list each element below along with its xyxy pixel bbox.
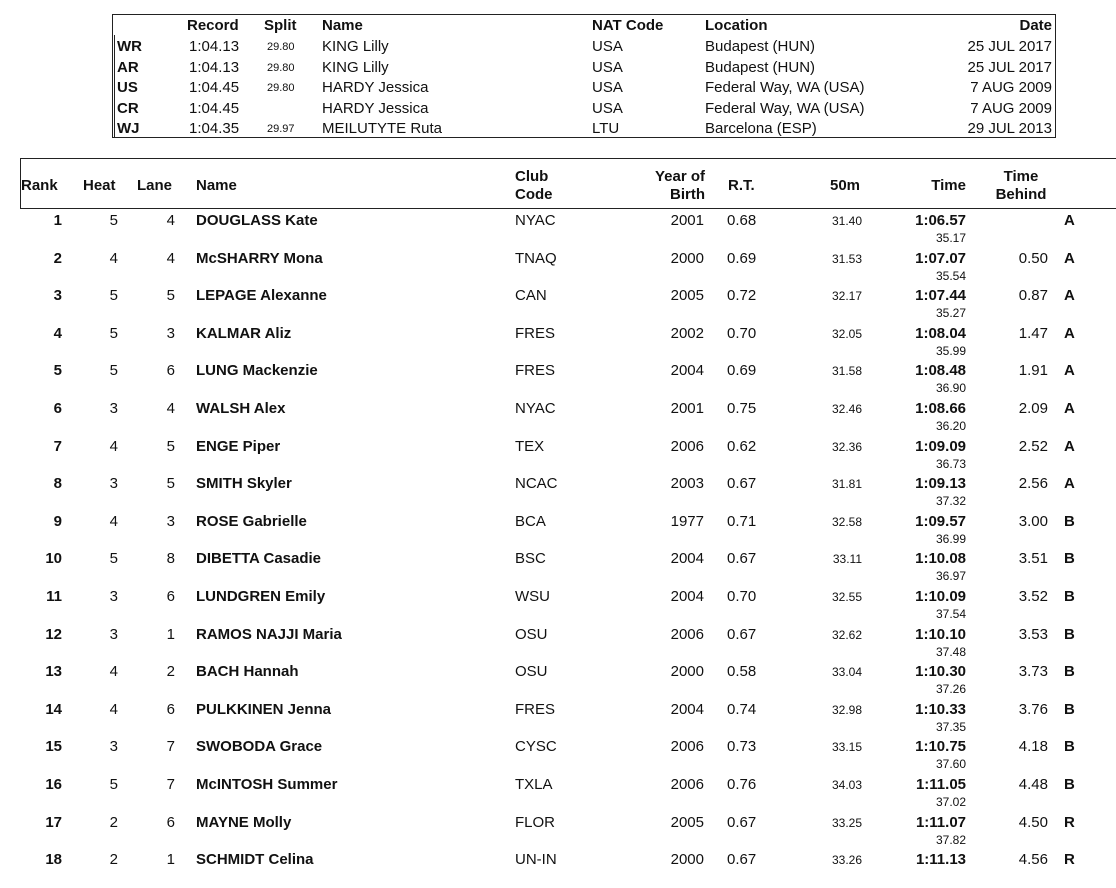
record-time: 1:04.35 <box>189 120 240 138</box>
result-final-qualifier: B <box>1064 512 1075 530</box>
result-second-split: 35.17 <box>935 231 966 245</box>
records-header-row <box>113 15 1055 35</box>
result-yob: 2006 <box>670 625 704 643</box>
result-yob: 2004 <box>670 362 704 380</box>
result-heat: 5 <box>109 776 118 793</box>
result-time: 1:10.33 <box>915 700 966 718</box>
result-heat: 2 <box>109 851 118 869</box>
record-row <box>113 118 1055 138</box>
records-header-nat: NAT Code <box>592 17 664 34</box>
header-behind-1: Time <box>1003 168 1039 185</box>
result-second-split: 35.27 <box>935 306 966 321</box>
record-location: Federal Way, WA (USA) <box>705 79 865 97</box>
result-split: 32.05 <box>831 326 862 341</box>
records-header-location: Location <box>705 17 768 34</box>
result-time: 1:07.44 <box>915 287 966 305</box>
records-header-name: Name <box>322 17 363 34</box>
result-heat: 4 <box>109 512 118 530</box>
result-second-split: 37.26 <box>935 682 966 697</box>
result-yob: 2004 <box>670 588 704 605</box>
result-final-qualifier: B <box>1064 738 1075 756</box>
result-club: UN-IN <box>515 851 557 869</box>
result-yob: 1977 <box>670 512 704 530</box>
result-time: 1:11.07 <box>915 813 966 831</box>
result-time: 1:10.10 <box>915 625 966 643</box>
result-lane: 1 <box>166 851 175 869</box>
record-row <box>113 77 1055 97</box>
result-rank: 3 <box>53 287 62 305</box>
result-row <box>0 588 1116 625</box>
result-split: 31.81 <box>831 477 862 492</box>
result-heat: 2 <box>109 813 118 831</box>
result-name: LEPAGE Alexanne <box>196 287 327 305</box>
record-nat: USA <box>592 79 623 97</box>
result-club: FRES <box>515 362 556 380</box>
header-time: Time <box>931 177 966 194</box>
result-rank: 12 <box>45 625 62 643</box>
record-name: KING Lilly <box>322 58 389 76</box>
header-heat: Heat <box>83 177 116 194</box>
result-split: 33.04 <box>831 665 862 680</box>
result-lane: 4 <box>166 400 175 417</box>
result-row <box>0 212 1116 249</box>
record-time: 1:04.45 <box>189 79 240 97</box>
header-yob-1: Year of <box>654 168 705 185</box>
record-name: HARDY Jessica <box>322 79 429 97</box>
record-split: 29.97 <box>267 123 295 136</box>
result-club: FRES <box>515 324 556 342</box>
result-rt: 0.67 <box>727 813 757 831</box>
result-yob: 2006 <box>670 776 704 793</box>
result-split: 33.26 <box>831 853 862 868</box>
result-second-split: 37.54 <box>935 607 966 621</box>
result-second-split: 36.90 <box>935 381 966 396</box>
result-lane: 4 <box>166 249 175 267</box>
result-name: ROSE Gabrielle <box>196 512 307 530</box>
result-time: 1:09.57 <box>915 512 966 530</box>
result-name: LUNG Mackenzie <box>196 362 318 380</box>
result-heat: 3 <box>109 625 118 643</box>
result-club: TNAQ <box>515 249 557 267</box>
result-rank: 13 <box>45 663 62 681</box>
result-final-qualifier: R <box>1064 813 1075 831</box>
result-row <box>0 814 1116 851</box>
result-second-split: 37.60 <box>935 757 966 772</box>
result-final-qualifier: B <box>1064 550 1075 568</box>
result-second-split: 35.54 <box>935 268 966 283</box>
record-type: US <box>117 79 138 97</box>
result-time-behind: 0.50 <box>1018 249 1048 267</box>
result-heat: 4 <box>109 700 118 718</box>
result-final-qualifier: A <box>1064 437 1075 455</box>
result-time: 1:11.13 <box>915 851 966 869</box>
result-heat: 5 <box>109 550 118 568</box>
result-club: NCAC <box>515 475 558 493</box>
result-rt: 0.69 <box>727 249 757 267</box>
result-club: NYAC <box>515 212 556 229</box>
result-row <box>0 400 1116 437</box>
result-time-behind: 3.51 <box>1018 550 1048 568</box>
record-type: CR <box>117 99 139 117</box>
result-heat: 4 <box>109 663 118 681</box>
result-time-behind: 1.47 <box>1018 324 1048 342</box>
result-time: 1:09.13 <box>915 475 966 493</box>
result-rt: 0.67 <box>727 851 757 869</box>
header-name: Name <box>196 177 237 194</box>
result-rt: 0.75 <box>727 400 757 417</box>
result-lane: 5 <box>166 475 175 493</box>
result-yob: 2002 <box>670 324 704 342</box>
result-club: OSU <box>515 625 548 643</box>
record-location: Barcelona (ESP) <box>705 120 817 138</box>
result-time-behind: 3.52 <box>1018 588 1048 605</box>
result-second-split: 37.48 <box>935 644 966 659</box>
result-club: CAN <box>515 287 547 305</box>
record-date: 25 JUL 2017 <box>967 58 1052 76</box>
record-type: WR <box>117 38 142 55</box>
result-lane: 6 <box>166 362 175 380</box>
result-rt: 0.67 <box>727 550 757 568</box>
result-time-behind: 4.48 <box>1018 776 1048 793</box>
results-header <box>20 158 1116 209</box>
result-heat: 5 <box>109 287 118 305</box>
result-final-qualifier: A <box>1064 249 1075 267</box>
result-final-qualifier: B <box>1064 700 1075 718</box>
result-rank: 4 <box>53 324 62 342</box>
result-split: 31.53 <box>831 251 862 266</box>
result-split: 33.25 <box>831 815 862 830</box>
result-lane: 8 <box>166 550 175 568</box>
result-name: DIBETTA Casadie <box>196 550 322 568</box>
header-rank: Rank <box>21 177 58 194</box>
result-yob: 2005 <box>670 287 704 305</box>
result-time: 1:10.75 <box>915 738 966 756</box>
record-nat: LTU <box>592 120 620 138</box>
record-location: Budapest (HUN) <box>705 58 816 76</box>
result-time: 1:06.57 <box>915 212 966 229</box>
result-final-qualifier: B <box>1064 625 1075 643</box>
result-lane: 5 <box>166 437 175 455</box>
record-time: 1:04.13 <box>189 38 240 55</box>
result-row <box>0 250 1116 287</box>
result-time: 1:08.04 <box>915 324 966 342</box>
result-lane: 7 <box>166 738 175 756</box>
result-yob: 2004 <box>670 550 704 568</box>
result-name: MAYNE Molly <box>196 813 292 831</box>
result-row <box>0 776 1116 813</box>
result-final-qualifier: A <box>1064 287 1075 305</box>
record-nat: USA <box>592 99 623 117</box>
result-rt: 0.71 <box>727 512 757 530</box>
result-time-behind: 3.53 <box>1018 625 1048 643</box>
result-time: 1:11.05 <box>915 776 966 793</box>
result-split: 34.03 <box>831 778 862 792</box>
record-row <box>113 36 1055 56</box>
result-heat: 5 <box>109 362 118 380</box>
result-second-split: 37.32 <box>935 494 966 509</box>
result-time: 1:08.48 <box>915 362 966 380</box>
result-final-qualifier: B <box>1064 588 1075 605</box>
result-time: 1:07.07 <box>915 249 966 267</box>
result-rank: 9 <box>53 512 62 530</box>
result-split: 31.58 <box>831 364 862 379</box>
result-final-qualifier: R <box>1064 851 1075 869</box>
result-name: McSHARRY Mona <box>196 249 323 267</box>
result-name: RAMOS NAJJI Maria <box>196 625 342 643</box>
result-yob: 2003 <box>670 475 704 493</box>
result-name: McINTOSH Summer <box>196 776 338 793</box>
result-row <box>0 626 1116 663</box>
result-rt: 0.67 <box>727 625 757 643</box>
result-yob: 2000 <box>670 851 704 869</box>
result-split: 32.36 <box>831 439 862 454</box>
result-time: 1:10.09 <box>915 588 966 605</box>
result-rank: 1 <box>53 212 62 229</box>
result-time-behind: 4.56 <box>1018 851 1048 869</box>
result-club: TXLA <box>515 776 553 793</box>
result-lane: 6 <box>166 588 175 605</box>
result-row <box>0 851 1116 888</box>
result-split: 32.98 <box>831 702 862 717</box>
result-final-qualifier: A <box>1064 212 1075 229</box>
result-time-behind: 4.50 <box>1018 813 1048 831</box>
record-split: 29.80 <box>267 41 295 53</box>
header-yob-2: Birth <box>670 186 705 203</box>
result-second-split: 35.99 <box>935 343 966 358</box>
result-time: 1:10.30 <box>915 663 966 681</box>
record-time: 1:04.45 <box>189 99 240 117</box>
result-rank: 5 <box>53 362 62 380</box>
result-rank: 8 <box>53 475 62 493</box>
result-time-behind: 3.00 <box>1018 512 1048 530</box>
result-yob: 2006 <box>670 437 704 455</box>
result-name: SWOBODA Grace <box>196 738 323 756</box>
record-split: 29.80 <box>267 82 295 95</box>
result-club: FLOR <box>515 813 556 831</box>
result-club: TEX <box>515 437 545 455</box>
record-name: HARDY Jessica <box>322 99 429 117</box>
result-rank: 7 <box>53 437 62 455</box>
record-name: KING Lilly <box>322 38 389 55</box>
record-location: Federal Way, WA (USA) <box>705 99 865 117</box>
result-time-behind: 4.18 <box>1018 738 1048 756</box>
result-lane: 5 <box>166 287 175 305</box>
result-yob: 2000 <box>670 249 704 267</box>
records-header-date: Date <box>1019 17 1052 34</box>
result-final-qualifier: A <box>1064 362 1075 380</box>
result-lane: 7 <box>166 776 175 793</box>
result-split: 32.58 <box>831 514 862 529</box>
result-club: CYSC <box>515 738 557 756</box>
result-time-behind: 0.87 <box>1018 287 1048 305</box>
result-split: 32.17 <box>831 289 862 304</box>
result-final-qualifier: A <box>1064 475 1075 493</box>
result-split: 31.40 <box>831 214 862 228</box>
result-club: OSU <box>515 663 548 681</box>
result-split: 32.46 <box>831 402 862 416</box>
result-rank: 6 <box>53 400 62 417</box>
result-heat: 4 <box>109 249 118 267</box>
result-heat: 3 <box>109 738 118 756</box>
result-rank: 11 <box>46 588 62 605</box>
result-time: 1:08.66 <box>915 400 966 417</box>
result-rt: 0.76 <box>727 776 757 793</box>
header-club-2: Code <box>515 186 553 203</box>
result-lane: 4 <box>166 212 175 229</box>
result-final-qualifier: B <box>1064 663 1075 681</box>
record-name: MEILUTYTE Ruta <box>322 120 443 138</box>
result-row <box>0 701 1116 738</box>
result-split: 32.55 <box>831 590 862 604</box>
result-split: 33.15 <box>831 740 862 755</box>
result-row <box>0 663 1116 700</box>
result-rt: 0.62 <box>727 437 757 455</box>
result-split: 32.62 <box>831 627 862 642</box>
result-time: 1:09.09 <box>915 437 966 455</box>
result-yob: 2000 <box>670 663 704 681</box>
header-club-1: Club <box>515 168 549 185</box>
result-rt: 0.74 <box>727 700 757 718</box>
result-name: SCHMIDT Celina <box>196 851 314 869</box>
result-name: KALMAR Aliz <box>196 324 292 342</box>
result-second-split: 36.73 <box>935 456 966 471</box>
result-rt: 0.68 <box>727 212 757 229</box>
result-rank: 15 <box>45 738 62 756</box>
result-row <box>0 513 1116 550</box>
result-final-qualifier: A <box>1064 400 1075 417</box>
result-yob: 2004 <box>670 700 704 718</box>
result-club: BCA <box>515 512 546 530</box>
result-heat: 5 <box>109 212 118 229</box>
record-nat: USA <box>592 38 623 55</box>
result-row <box>0 362 1116 399</box>
result-heat: 3 <box>109 475 118 493</box>
record-split: 29.80 <box>267 61 295 74</box>
result-rank: 14 <box>45 700 62 718</box>
records-header-record: Record <box>187 17 239 34</box>
header-split: 50m <box>830 177 861 194</box>
result-row <box>0 287 1116 324</box>
record-date: 25 JUL 2017 <box>967 38 1052 55</box>
result-second-split: 37.82 <box>935 832 966 847</box>
result-rt: 0.67 <box>727 475 757 493</box>
result-rt: 0.69 <box>727 362 757 380</box>
result-club: BSC <box>515 550 546 568</box>
result-second-split: 37.35 <box>935 719 966 734</box>
result-time-behind: 2.09 <box>1018 400 1048 417</box>
result-row <box>0 325 1116 362</box>
result-final-qualifier: B <box>1064 776 1075 793</box>
result-time-behind: 2.56 <box>1018 475 1048 493</box>
result-final-qualifier: A <box>1064 324 1075 342</box>
result-rank: 2 <box>53 249 62 267</box>
result-second-split: 36.20 <box>935 419 966 433</box>
record-row <box>113 98 1055 118</box>
result-name: SMITH Skyler <box>196 475 292 493</box>
result-time-behind: 1.91 <box>1018 362 1048 380</box>
result-lane: 3 <box>166 512 175 530</box>
header-behind-2: Behind <box>995 186 1047 203</box>
result-lane: 6 <box>166 700 175 718</box>
result-yob: 2006 <box>670 738 704 756</box>
record-location: Budapest (HUN) <box>705 38 816 55</box>
records-table <box>112 14 1056 138</box>
result-second-split: 36.97 <box>935 569 966 584</box>
result-yob: 2005 <box>670 813 704 831</box>
result-time-behind: 2.52 <box>1018 437 1048 455</box>
result-heat: 3 <box>109 588 118 605</box>
result-heat: 4 <box>109 437 118 455</box>
result-club: WSU <box>515 588 550 605</box>
result-rank: 17 <box>45 813 62 831</box>
result-club: FRES <box>515 700 556 718</box>
result-name: WALSH Alex <box>196 400 286 417</box>
result-row <box>0 438 1116 475</box>
result-name: LUNDGREN Emily <box>196 588 326 605</box>
result-heat: 5 <box>109 324 118 342</box>
result-lane: 1 <box>166 625 175 643</box>
record-type: WJ <box>117 120 140 138</box>
result-rt: 0.72 <box>727 287 757 305</box>
record-time: 1:04.13 <box>189 58 240 76</box>
result-row <box>0 475 1116 512</box>
record-date: 7 AUG 2009 <box>970 99 1052 117</box>
result-rank: 18 <box>45 851 62 869</box>
result-yob: 2001 <box>670 212 704 229</box>
result-name: PULKKINEN Jenna <box>196 700 332 718</box>
result-heat: 3 <box>109 400 118 417</box>
result-name: DOUGLASS Kate <box>196 212 318 229</box>
result-time: 1:10.08 <box>915 550 966 568</box>
result-rt: 0.73 <box>727 738 757 756</box>
header-lane: Lane <box>137 177 173 194</box>
header-rt: R.T. <box>728 177 755 194</box>
result-rank: 10 <box>45 550 62 568</box>
result-time-behind: 3.73 <box>1018 663 1048 681</box>
result-rt: 0.70 <box>727 324 757 342</box>
record-row <box>113 57 1055 77</box>
result-yob: 2001 <box>670 400 704 417</box>
result-name: BACH Hannah <box>196 663 299 681</box>
result-rank: 16 <box>45 776 62 793</box>
result-second-split: 36.99 <box>935 531 966 546</box>
result-time-behind: 3.76 <box>1018 700 1048 718</box>
result-rt: 0.70 <box>727 588 757 605</box>
records-header-split: Split <box>264 17 297 34</box>
result-club: NYAC <box>515 400 556 417</box>
result-lane: 3 <box>166 324 175 342</box>
result-name: ENGE Piper <box>196 437 281 455</box>
record-date: 7 AUG 2009 <box>970 79 1052 97</box>
record-nat: USA <box>592 58 623 76</box>
result-lane: 2 <box>166 663 175 681</box>
record-type: AR <box>117 58 139 76</box>
record-date: 29 JUL 2013 <box>967 120 1052 138</box>
result-split: 33.11 <box>832 552 862 567</box>
result-lane: 6 <box>166 813 175 831</box>
result-row <box>0 550 1116 587</box>
result-rt: 0.58 <box>727 663 757 681</box>
result-second-split: 37.02 <box>935 795 966 809</box>
result-row <box>0 738 1116 775</box>
